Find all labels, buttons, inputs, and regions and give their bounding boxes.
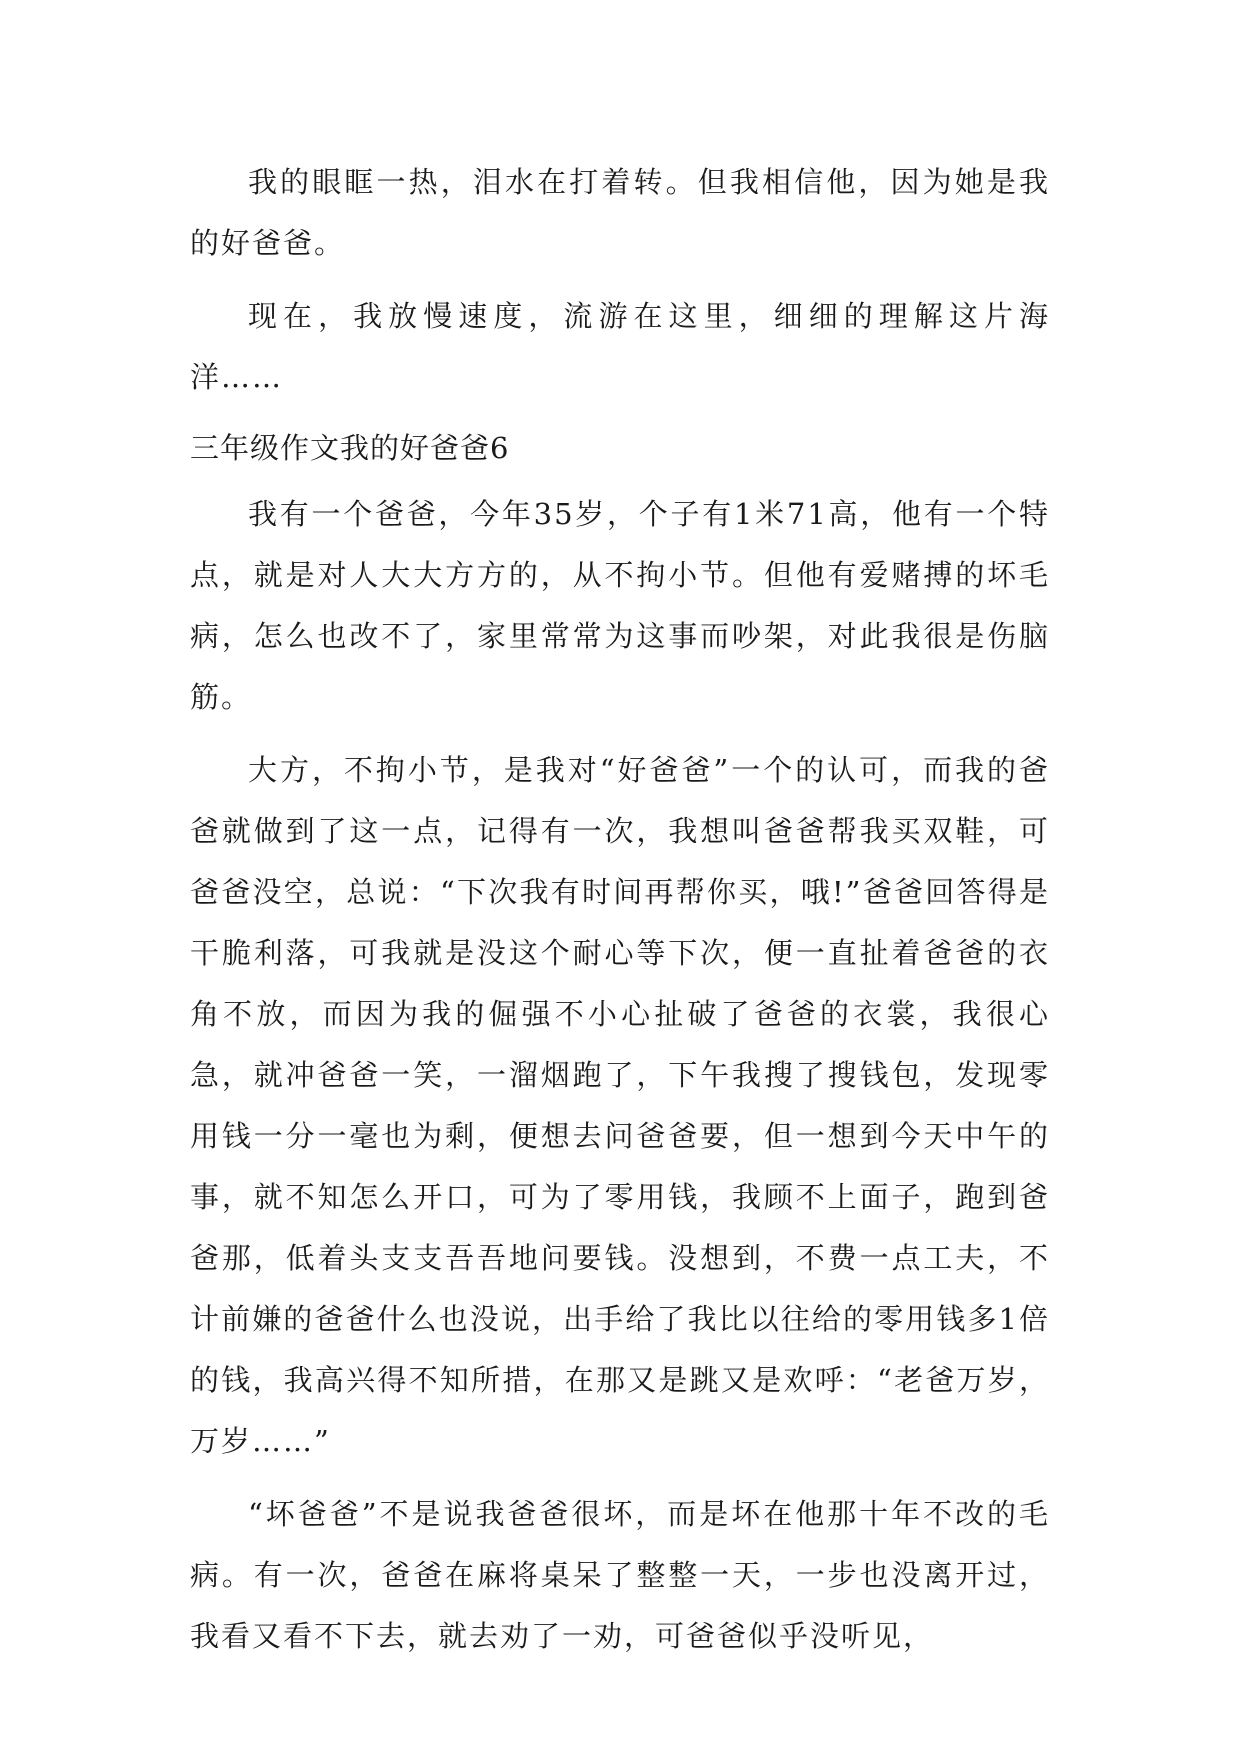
- document-page: [190, 152, 1050, 1667]
- paragraph-dad-intro: 我有一个爸爸，今年35岁，个子有1米71高，他有一个特点，就是对人大大方方的，从不拘小节。但他有爱赌搏的坏毛病，怎么也改不了，家里常常为这事而吵架，对此我很是伤脑筋。: [190, 497, 1050, 714]
- paragraph-bad-dad: “坏爸爸”不是说我爸爸很坏，而是坏在他那十年不改的毛病。有一次，爸爸在麻将桌呆了整整一天，一步也没离开过，我看又看不下去，就去劝了一劝，可爸爸似乎没听见，: [190, 1497, 1050, 1653]
- paragraph-generous-dad: 大方，不拘小节，是我对“好爸爸”一个的认可，而我的爸爸就做到了这一点，记得有一次，我想叫爸爸帮我买双鞋，可爸爸没空，总说：“下次我有时间再帮你买，哦!”爸爸回答得是干脆利落，可我就是没这个耐心等下次，便一直扯着爸爸的衣角不放，而因为我的倔强不小心扯破了爸爸的衣裳，我很心急，就冲爸爸一笑，一溜烟跑了，下午我搜了搜钱包，发现零用钱一分一毫也为剩，便想去问爸爸要，但一想到今天中午的事，就不知怎么开口，可为了零用钱，我顾不上面子，跑到爸爸那，低着头支支吾吾地问要钱。没想到，不费一点工夫，不计前嫌的爸爸什么也没说，出手给了我比以往给的零用钱多1倍的钱，我高兴得不知所措，在那又是跳又是欢呼：“老爸万岁，万岁……”: [190, 753, 1050, 1458]
- paragraph-ocean: 现在，我放慢速度，流游在这里，细细的理解这片海洋……: [190, 299, 1050, 394]
- section-heading: 三年级作文我的好爸爸6: [190, 431, 510, 465]
- paragraph-tears: 我的眼眶一热，泪水在打着转。但我相信他，因为她是我的好爸爸。: [190, 165, 1050, 260]
